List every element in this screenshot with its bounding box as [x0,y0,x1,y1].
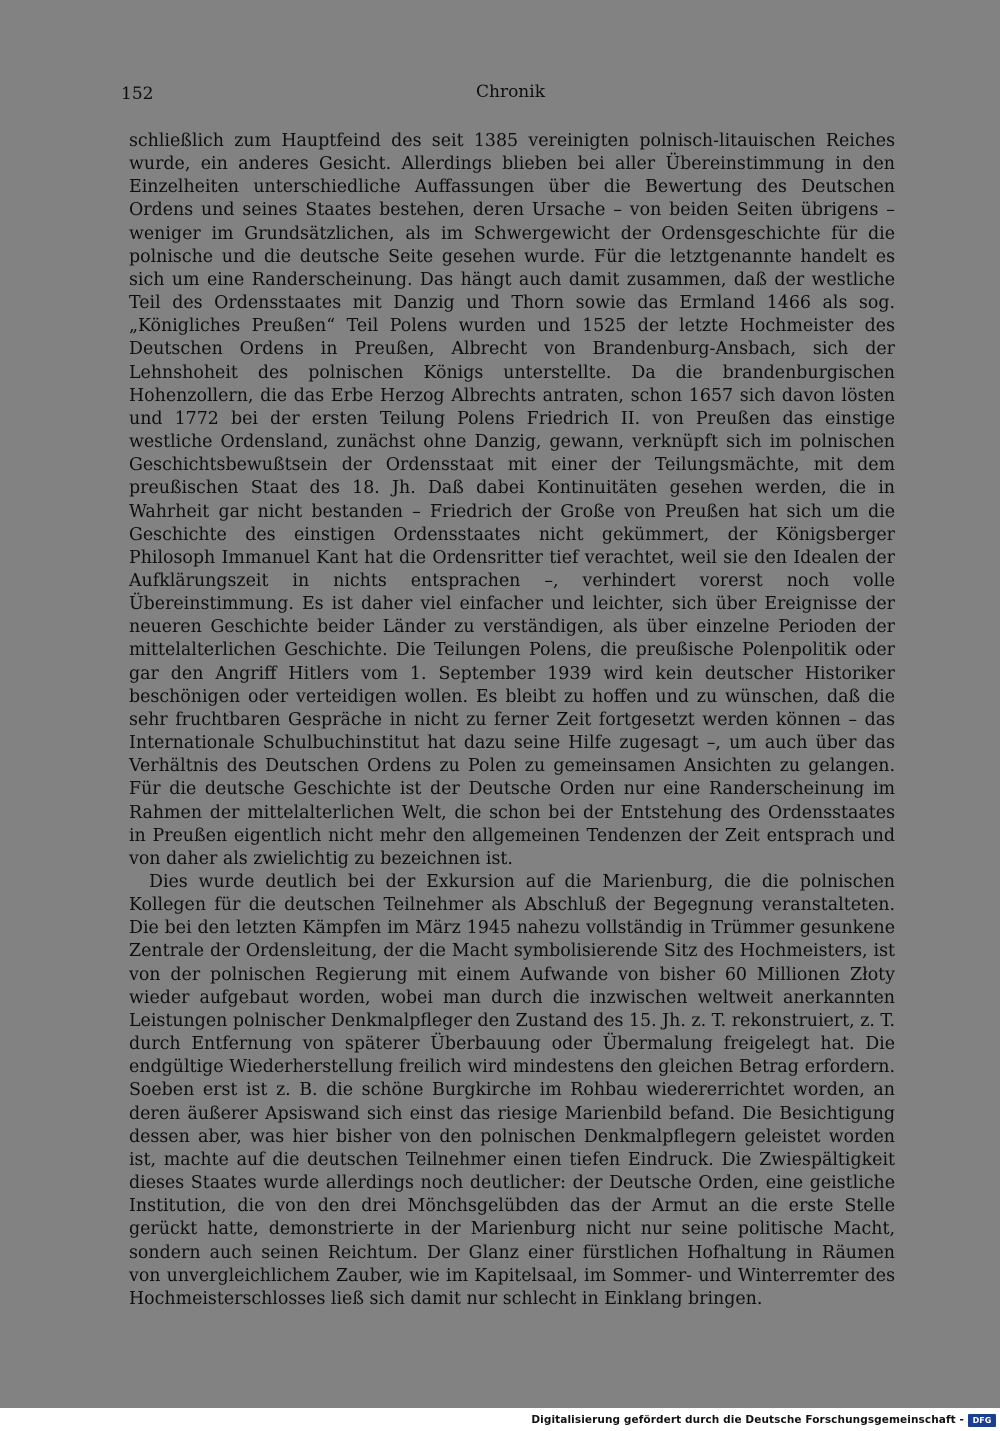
page-header [121,84,900,112]
running-title: Chronik [475,82,545,102]
page-number: 152 [121,84,154,104]
dfg-logo-icon: DFG [968,1414,996,1427]
paragraph-1: schließlich zum Hauptfeind des seit 1385 vereinigten polnisch-litauischen Reiches wurde, ein anderes Gesicht. Allerdings blieben bei aller Übereinstimmung in den Einzelheiten unterschiedliche Auffassungen über die Bewertung des Deutschen Ordens und seines Staates bestehen, deren Ursache – von beiden Seiten übrigens – weniger im Grundsätzlichen, als im Schwergewicht der Ordensgeschichte für die polnische und die deutsche Seite gesehen wurde. Für die letztgenannte handelt es sich um eine Randerscheinung. Das hängt auch damit zusammen, daß der westliche Teil des Ordensstaates mit Danzig und Thorn sowie das Ermland 1466 als sog. „Königliches Preußen“ Teil Polens wurden und 1525 der letzte Hochmeister des Deutschen Ordens in Preußen, Albrecht von Brandenburg-Ansbach, sich der Lehnshoheit des polnischen Königs unterstellte. Da die brandenburgischen Hohenzollern, die das Erbe Herzog Albrechts antraten, schon 1657 sich davon lösten und 1772 bei der ersten Teilung Polens Friedrich II. von Preußen das einstige westliche Ordensland, zunächst ohne Danzig, gewann, verknüpft sich im polnischen Geschichtsbewußtsein der Ordensstaat mit einer der Teilungsmächte, mit dem preußischen Staat des 18. Jh. Daß dabei Kontinuitäten gesehen werden, die in Wahrheit gar nicht bestanden – Friedrich der Große von Preußen hat sich um die Geschichte des einstigen Ordensstaates nicht gekümmert, der Königsberger Philosoph Immanuel Kant hat die Ordensritter tief verachtet, weil sie den Idealen der Aufklärungszeit in nichts entsprachen –, verhindert vorerst noch volle Übereinstimmung. Es ist daher viel einfacher und leichter, sich über Ereignisse der neueren Geschichte beider Länder zu verständigen, als über einzelne Perioden der mittelalterlichen Geschichte. Die Teilungen Polens, die preußische Polenpolitik oder gar den Angriff Hitlers vom 1. September 1939 wird kein deutscher Historiker beschönigen oder verteidigen wollen. Es bleibt zu hoffen und zu wünschen, daß die sehr fruchtbaren Gespräche in nicht zu ferner Zeit fortgesetzt werden können – das Internationale Schulbuchinstitut hat dazu seine Hilfe zugesagt –, um auch über das Verhältnis des Deutschen Ordens zu Polen zu gemeinsamen Ansichten zu gelangen. Für die deutsche Geschichte ist der Deutsche Orden nur eine Randerscheinung im Rahmen der mittelalterlichen Welt, die schon bei der Entstehung des Ordensstaates in Preußen eigentlich nicht mehr den allgemeinen Tendenzen der Zeit entsprach und von daher als zwielichtig zu bezeichnen ist. [129,131,895,869]
digitization-credit: Digitalisierung gefördert durch die Deutsche Forschungsgemeinschaft - [531,1414,964,1426]
digitization-footer [531,1412,996,1428]
body-text [129,130,895,1311]
paragraph-2: Dies wurde deutlich bei der Exkursion auf die Marienburg, die die polnischen Kollegen für die deutschen Teilnehmer als Abschluß der Begegnung veranstalteten. Die bei den letzten Kämpfen im März 1945 nahezu vollständig in Trümmer gesunkene Zentrale der Ordensleitung, der die Macht symbolisierende Sitz des Hochmeisters, ist von der polnischen Regierung mit einem Aufwande von bisher 60 Millionen Złoty wieder aufgebaut worden, wobei man durch die inzwischen weltweit anerkannten Leistungen polnischer Denkmalpfleger den Zustand des 15. Jh. z. T. rekonstruiert, z. T. durch Entfernung von späterer Überbauung oder Übermalung freigelegt hat. Die endgültige Wiederherstellung freilich wird mindestens den gleichen Betrag erfordern. Soeben erst ist z. B. die schöne Burgkirche im Rohbau wiedererrichtet worden, an deren äußerer Apsiswand sich einst das riesige Marienbild befand. Die Besichtigung dessen aber, was hier bisher von den polnischen Denkmalpflegern geleistet worden ist, machte auf die deutschen Teilnehmer einen tiefen Eindruck. Die Zwiespältigkeit dieses Staates wurde allerdings noch deutlicher: der Deutsche Orden, eine geistliche Institution, die von den drei Mönchsgelübden das der Armut an die erste Stelle gerückt hatte, demonstrierte in der Marienburg nicht nur seine politische Macht, sondern auch seinen Reichtum. Der Glanz einer fürstlichen Hofhaltung in Räumen von unvergleichlichem Zauber, wie im Kapitelsaal, im Sommer- und Winterremter des Hochmeisterschlosses ließ sich damit nur schlecht in Einklang bringen. [129,872,895,1309]
